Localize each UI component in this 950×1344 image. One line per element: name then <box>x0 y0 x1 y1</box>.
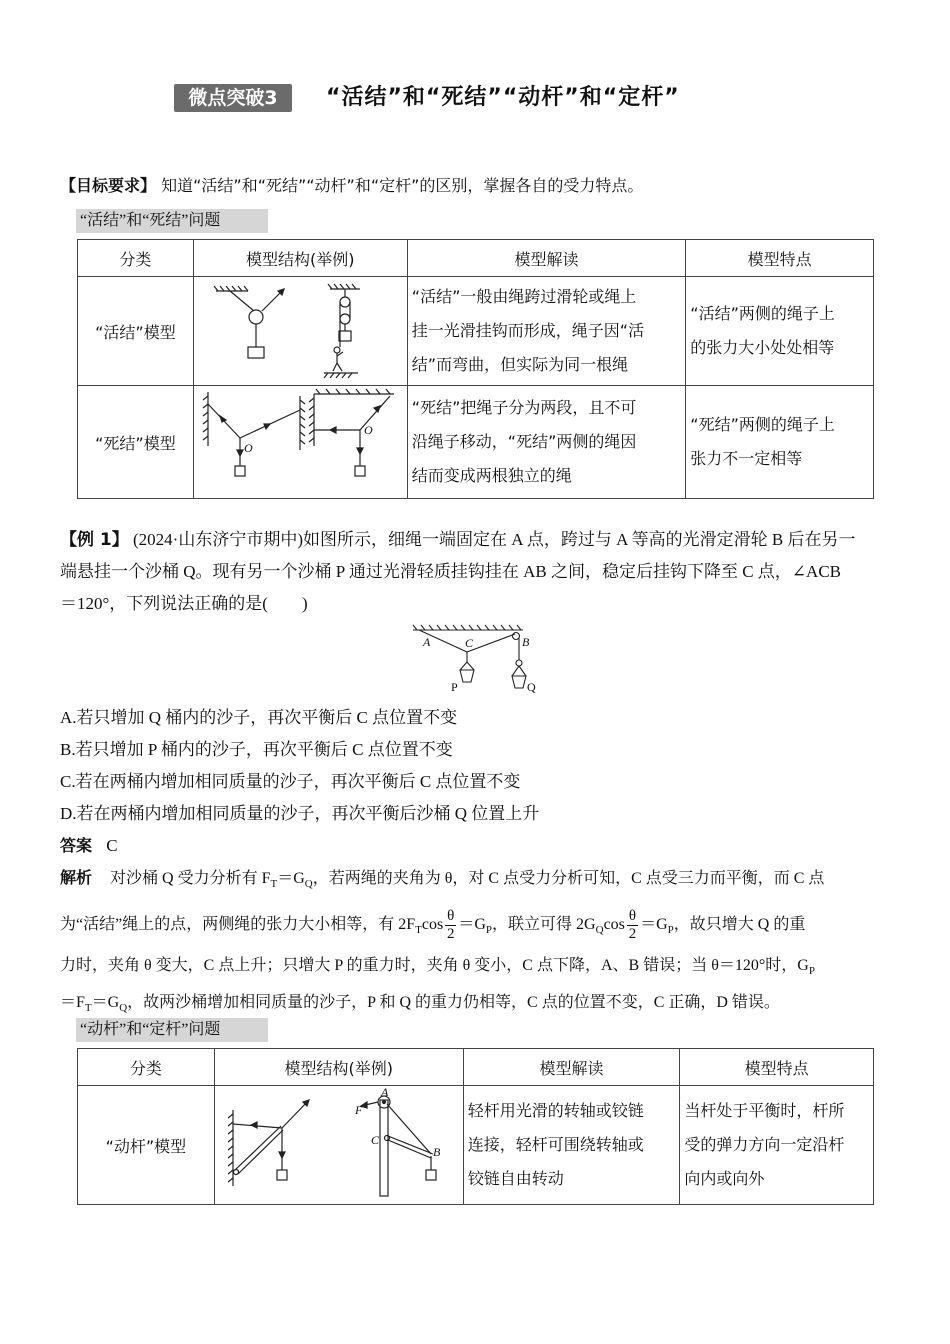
analysis-sub: T <box>84 1002 92 1015</box>
option-c: C.若在两桶内增加相同质量的沙子，再次平衡后 C 点位置不变 <box>60 772 521 791</box>
fig-label-a: A <box>423 635 431 649</box>
analysis-line-2 <box>60 900 900 950</box>
interp-line: 结而变成两根独立的绳 <box>411 466 572 485</box>
feature-line: “死结”两侧的绳子上 <box>690 415 835 434</box>
category-movable-rod: “动杆”模型 <box>78 1086 215 1205</box>
example-text-2: 端悬挂一个沙桶 Q。现有另一个沙桶 P 通过光滑轻质挂钩挂在 AB 之间，稳定后挂钩下降至 C 点，∠ACB <box>60 562 842 581</box>
interpretation-live-knot <box>407 277 686 386</box>
analysis-text: ，若两绳的夹角为 θ，对 C 点受力分析可知，C 点受三力而平衡，而 C 点 <box>312 870 825 887</box>
option-b: B.若只增加 P 桶内的沙子，再次平衡后 C 点位置不变 <box>60 740 453 759</box>
answer-value: C <box>106 836 118 855</box>
analysis-text: ，故只增大 Q 的重 <box>673 916 806 934</box>
feature-movable-rod <box>680 1086 874 1205</box>
analysis-label: 解析 <box>60 868 93 887</box>
dead-knot-diagram <box>194 386 406 494</box>
analysis-text: 为“活结”绳上的点，两侧绳的张力大小相等，有 2F <box>60 916 416 934</box>
frac-num: θ <box>628 908 637 925</box>
feature-live-knot <box>686 277 874 386</box>
interp-line: “活结”一般由绳跨过滑轮或绳上 <box>411 287 637 306</box>
interp-line: 沿绳子移动，“死结”两侧的绳因 <box>411 432 637 451</box>
interp-line: 铰链自由转动 <box>467 1169 564 1188</box>
fraction-half-theta <box>627 908 638 943</box>
feature-line: “活结”两侧的绳子上 <box>690 304 835 323</box>
interp-line: “死结”把绳子分为两段，且不可 <box>411 398 637 417</box>
table-header-row <box>78 1049 874 1086</box>
frac-den: 2 <box>628 926 637 943</box>
feature-line: 的张力大小处处相等 <box>690 338 835 357</box>
dead-knot-label-o2: O <box>363 423 373 437</box>
header-interpretation: 模型解读 <box>407 240 686 277</box>
analysis-text: ，故两沙桶增加相同质量的沙子，P 和 Q 的重力仍相等，C 点的位置不变，C 正确，D 错误。 <box>127 994 780 1012</box>
interp-line: 结”而弯曲，但实际为同一根绳 <box>411 355 629 374</box>
fig-label-c: C <box>465 636 474 650</box>
answer-line <box>60 830 118 862</box>
rod-label-b: B <box>432 1145 441 1159</box>
dead-knot-label-o1: O <box>243 441 253 455</box>
analysis-sub: Q <box>119 1002 128 1015</box>
figure-dead-knot <box>193 386 407 499</box>
analysis-text: 力时，夹角 θ 变大，C 点上升；只增大 P 的重力时，夹角 θ 变小，C 点下降，A、B 错误；当 θ＝120°时，G <box>60 957 809 975</box>
example-text-1: (2024·山东济宁市期中)如图所示，细绳一端固定在 A 点，跨过与 A 等高的光滑定滑轮 B 后在另一 <box>133 530 856 549</box>
figure-live-knot <box>193 277 407 386</box>
analysis-text: 对沙桶 Q 受力分析有 F <box>110 870 271 887</box>
analysis-sub: T <box>415 924 422 937</box>
analysis-text: ＝F <box>60 994 85 1012</box>
analysis-text: ＝G <box>277 870 305 887</box>
analysis-text: ，联立可得 2G <box>492 916 596 934</box>
title-badge: 微点突破3 <box>174 84 292 112</box>
header-structure: 模型结构(举例) <box>214 1049 463 1086</box>
feature-line: 向内或向外 <box>684 1169 765 1188</box>
analysis-sub: T <box>270 878 278 891</box>
analysis-text: cos <box>421 916 444 934</box>
interp-line: 连接，轻杆可围绕转轴或 <box>467 1135 644 1154</box>
example-label: 【例 1】 <box>60 530 129 550</box>
section2-heading: “动杆”和“定杆”问题 <box>76 1018 268 1042</box>
header-category: 分类 <box>78 1049 215 1086</box>
table-header-row <box>78 240 874 277</box>
header-interpretation: 模型解读 <box>463 1049 680 1086</box>
frac-den: 2 <box>447 926 455 943</box>
example-question <box>60 524 900 620</box>
feature-line: 受的弹力方向一定沿杆 <box>684 1135 845 1154</box>
analysis-line-3 <box>60 950 900 987</box>
analysis-line-1 <box>60 862 900 900</box>
interp-line: 轻杆用光滑的转轴或铰链 <box>467 1101 644 1120</box>
analysis-sub: Q <box>595 924 604 937</box>
rod-label-f: F <box>354 1103 363 1117</box>
analysis <box>60 862 900 1025</box>
option-d: D.若在两桶内增加相同质量的沙子，再次平衡后沙桶 Q 位置上升 <box>60 804 540 823</box>
fig-label-q: Q <box>527 680 536 694</box>
analysis-sub: P <box>808 965 815 978</box>
fraction-half-theta <box>445 908 456 943</box>
interpretation-movable-rod <box>463 1086 680 1205</box>
frac-num: θ <box>447 908 455 925</box>
table-row-dead-knot <box>78 386 874 499</box>
rod-label-c: C <box>370 1133 379 1147</box>
goal-line <box>60 170 643 202</box>
feature-line: 当杆处于平衡时，杆所 <box>684 1101 845 1120</box>
live-knot-diagram <box>194 277 406 381</box>
answer-label: 答案 <box>60 836 93 855</box>
table-row-live-knot <box>78 277 874 386</box>
analysis-text: ＝G <box>91 994 120 1012</box>
table-row-movable-rod <box>78 1086 874 1205</box>
analysis-text: ＝G <box>640 916 668 934</box>
feature-line: 张力不一定相等 <box>690 449 803 468</box>
example-text-3: ＝120°，下列说法正确的是( ) <box>60 594 308 613</box>
rod-label-a: A <box>380 1086 389 1099</box>
analysis-text: ＝G <box>458 916 486 934</box>
interpretation-dead-knot <box>407 386 686 499</box>
figure-movable-rod <box>214 1086 463 1205</box>
movable-rod-diagram <box>215 1086 462 1200</box>
analysis-text: cos <box>603 916 625 934</box>
feature-dead-knot <box>686 386 874 499</box>
analysis-sub: P <box>485 924 493 937</box>
rod-table <box>77 1048 874 1205</box>
fig-label-b: B <box>522 635 530 649</box>
example-line-1 <box>60 524 900 556</box>
goal-text: 知道“活结”和“死结”“动杆”和“定杆”的区别，掌握各自的受力特点。 <box>161 176 644 195</box>
header-category: 分类 <box>78 240 194 277</box>
goal-label: 【目标要求】 <box>60 176 157 195</box>
analysis-sub: Q <box>304 878 313 891</box>
header-structure: 模型结构(举例) <box>193 240 407 277</box>
page-title: “活结”和“死结”“动杆”和“定杆” <box>326 85 680 110</box>
interp-line: 挂一光滑挂钩而形成，绳子因“活 <box>411 321 645 340</box>
option-a: A.若只增加 Q 桶内的沙子，再次平衡后 C 点位置不变 <box>60 708 458 727</box>
header-feature: 模型特点 <box>680 1049 874 1086</box>
section1-heading: “活结”和“死结”问题 <box>76 209 268 233</box>
analysis-sub: P <box>667 924 674 937</box>
category-dead-knot: “死结”模型 <box>78 386 194 499</box>
fig-label-p: P <box>451 680 458 694</box>
category-live-knot: “活结”模型 <box>78 277 194 386</box>
knot-table <box>77 239 874 499</box>
example-figure <box>405 622 545 694</box>
header-feature: 模型特点 <box>686 240 874 277</box>
